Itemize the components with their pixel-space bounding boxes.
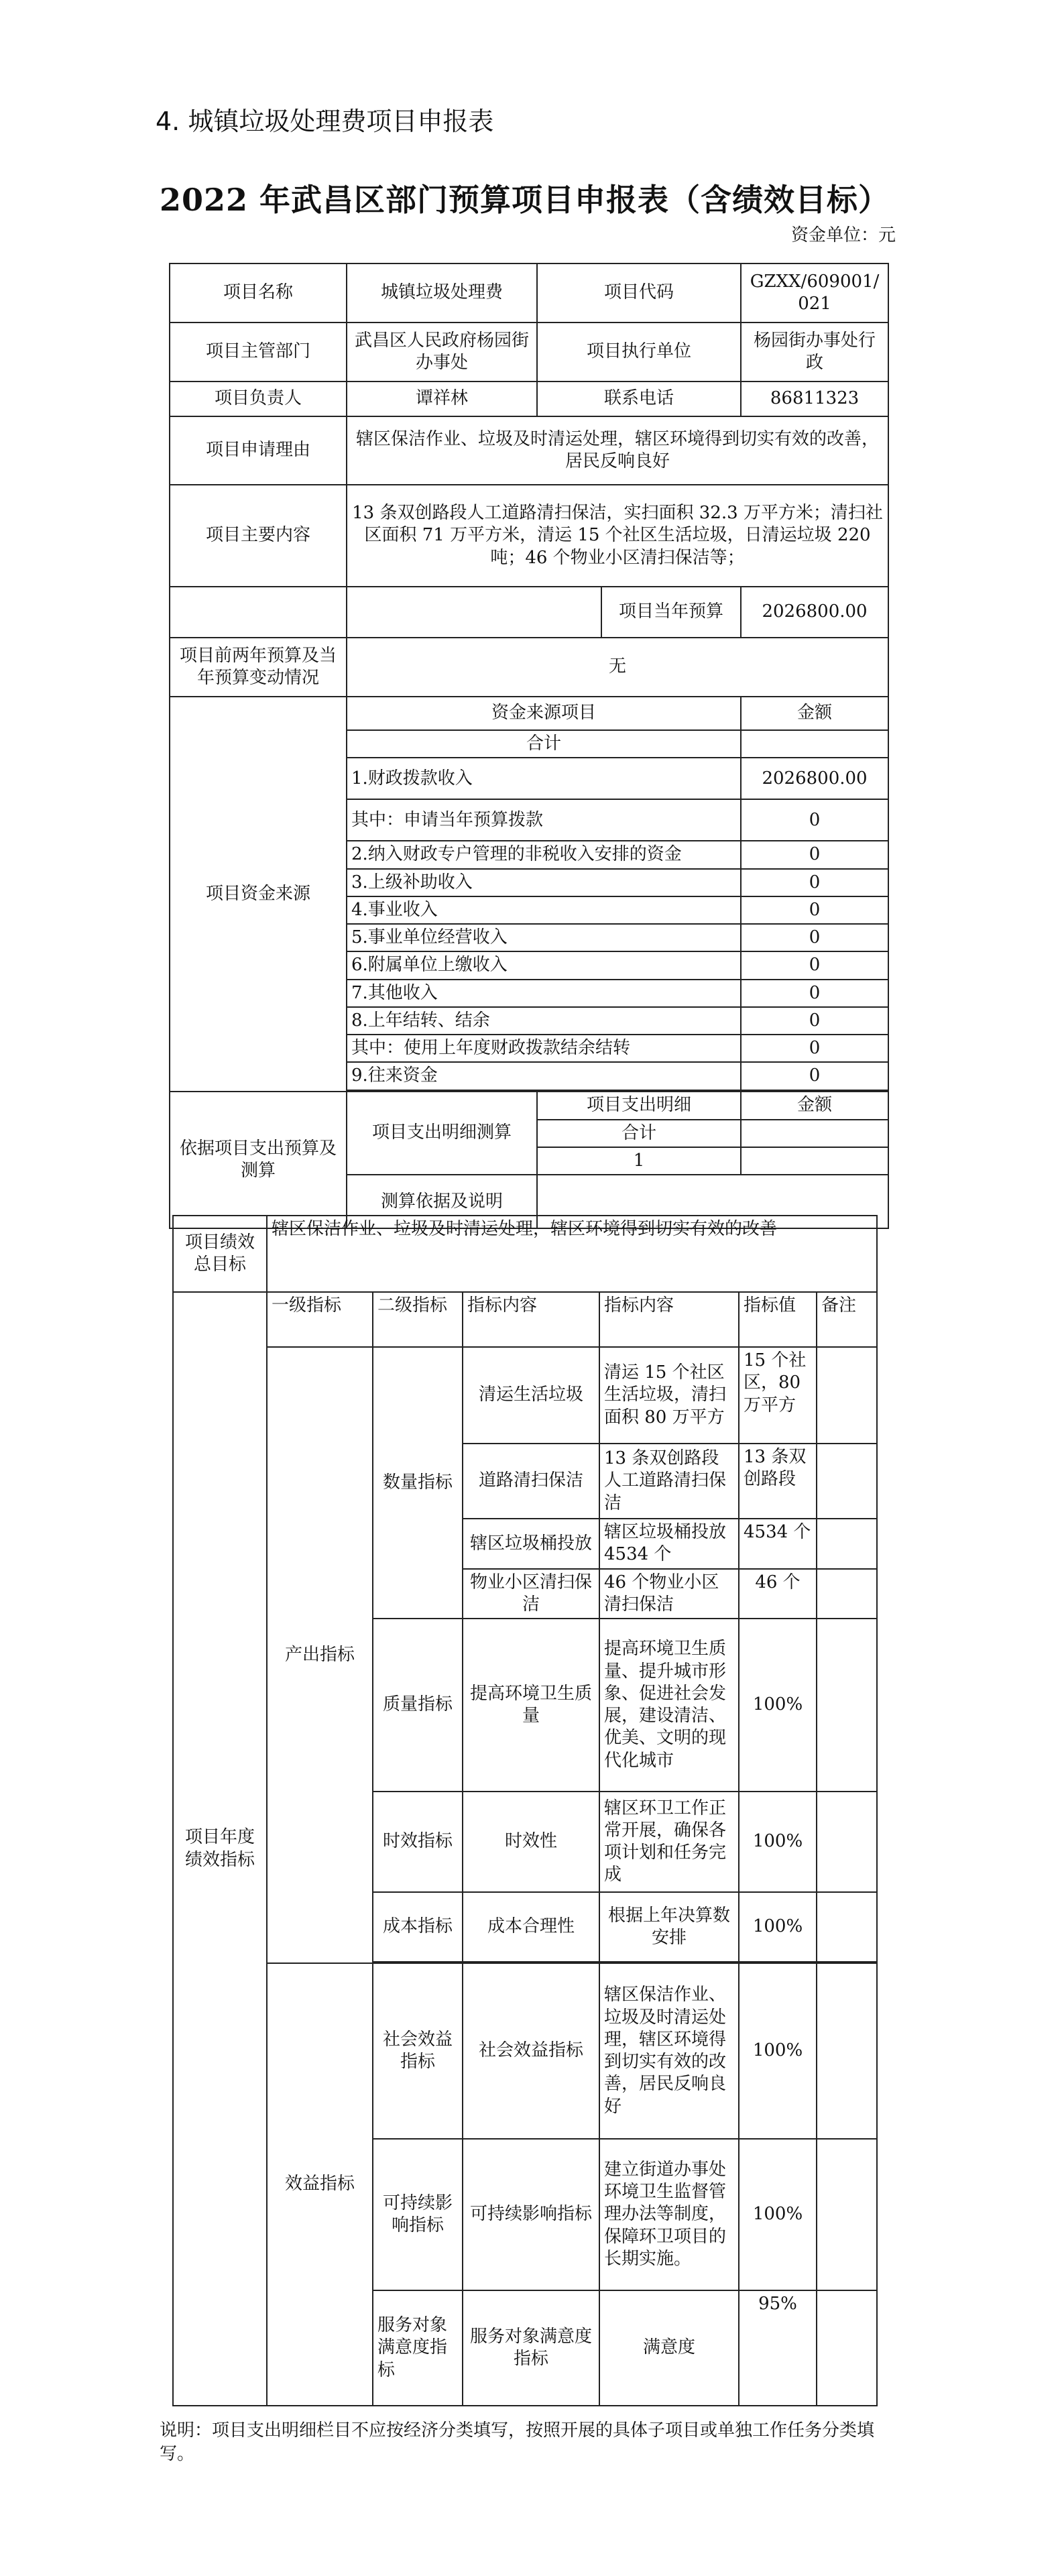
qty-value: 4534 个 [739, 1519, 817, 1569]
annual-indicators-label: 项目年度绩效指标 [173, 1292, 267, 2406]
funding-row: 其中：使用上年度财政拨款结余结转 [347, 1035, 741, 1062]
funding-row-amount: 0 [741, 1007, 888, 1035]
goal-value: 辖区保洁作业、垃圾及时清运处理，辖区环境得到切实有效的改善 [267, 1216, 877, 1292]
reason-value: 辖区保洁作业、垃圾及时清运处理，辖区环境得到切实有效的改善，居民反响良好 [347, 416, 888, 485]
funding-row: 9.往来资金 [347, 1062, 741, 1090]
hdr-level1: 一级指标 [267, 1292, 373, 1347]
expense-row-index: 1 [537, 1147, 741, 1175]
funding-row-amount: 0 [741, 869, 888, 896]
budget-value: 2026800.00 [741, 587, 888, 638]
funding-row-amount: 0 [741, 1035, 888, 1062]
satisfaction-item: 服务对象满意度指标 [463, 2290, 599, 2406]
funding-total-label: 合计 [347, 730, 741, 758]
social-value: 100% [739, 1963, 817, 2139]
qty-value: 15 个社区，80 万平方 [739, 1347, 817, 1444]
exec-unit-label: 项目执行单位 [537, 323, 741, 382]
social-label: 社会效益指标 [373, 1963, 463, 2139]
time-value: 100% [739, 1792, 817, 1892]
funding-row: 其中：申请当年预算拨款 [347, 799, 741, 841]
satisfaction-content: 满意度 [599, 2290, 739, 2406]
exec-unit-value: 杨园街办事处行政 [741, 323, 888, 382]
funding-row-amount: 0 [741, 1062, 888, 1090]
social-content: 辖区保洁作业、垃圾及时清运处理，辖区环境得到切实有效的改善，居民反响良好 [599, 1963, 739, 2139]
funding-row: 3.上级补助收入 [347, 869, 741, 896]
expense-total-label: 合计 [537, 1120, 741, 1147]
currency-unit: 资金单位：元 [791, 225, 896, 245]
cost-content: 根据上年决算数安排 [599, 1892, 739, 1962]
project-name-label: 项目名称 [170, 264, 347, 323]
reason-label: 项目申请理由 [170, 416, 347, 485]
satisfaction-value: 95% [739, 2290, 817, 2406]
owner-value: 谭祥林 [347, 382, 537, 416]
social-item: 社会效益指标 [463, 1963, 599, 2139]
hdr-level2: 二级指标 [373, 1292, 463, 1347]
cost-item: 成本合理性 [463, 1892, 599, 1962]
qty-content: 辖区垃圾桶投放 4534 个 [599, 1519, 739, 1569]
funding-row-amount: 0 [741, 841, 888, 868]
footnote: 说明：项目支出明细栏目不应按经济分类填写，按照开展的具体子项目或单独工作任务分类填写。 [160, 2420, 875, 2465]
qty-item: 道路清扫保洁 [463, 1444, 599, 1519]
funding-row-amount: 0 [741, 951, 888, 979]
phone-value: 86811323 [741, 382, 888, 416]
funding-row: 6.附属单位上缴收入 [347, 951, 741, 979]
expense-label: 依据项目支出预算及测算 [170, 1092, 347, 1229]
dept-label: 项目主管部门 [170, 323, 347, 382]
qty-item: 物业小区清扫保洁 [463, 1569, 599, 1619]
sustain-content: 建立街道办事处环境卫生监督管理办法等制度，保障环卫项目的长期实施。 [599, 2139, 739, 2290]
content-value: 13 条双创路段人工道路清扫保洁，实扫面积 32.3 万平方米；清扫社区面积 71 万平方米，清运 15 个社区生活垃圾，日清运垃圾 220 吨；46 个物业小区清扫保洁等； [347, 485, 888, 587]
sustain-item: 可持续影响指标 [463, 2139, 599, 2290]
prev-budget-label: 项目前两年预算及当年预算变动情况 [170, 638, 347, 697]
funding-amount-header: 金额 [741, 697, 888, 730]
project-name-value: 城镇垃圾处理费 [347, 264, 537, 323]
funding-row-amount: 0 [741, 896, 888, 924]
project-code-value: GZXX/609001/021 [741, 264, 888, 323]
qty-content: 清运 15 个社区生活垃圾，清扫面积 80 万平方 [599, 1347, 739, 1444]
qty-label: 数量指标 [373, 1347, 463, 1619]
funding-row-amount: 0 [741, 980, 888, 1007]
basis-label: 测算依据及说明 [347, 1175, 537, 1228]
section-heading: 4. 城镇垃圾处理费项目申报表 [156, 107, 494, 136]
hdr-content1: 指标内容 [463, 1292, 599, 1347]
funding-row: 2.纳入财政专户管理的非税收入安排的资金 [347, 841, 741, 868]
qty-value: 13 条双创路段 [739, 1444, 817, 1519]
quality-label: 质量指标 [373, 1619, 463, 1792]
funding-row-amount: 0 [741, 799, 888, 841]
expense-detail-header: 项目支出明细 [537, 1092, 741, 1120]
application-table [169, 263, 889, 1229]
qty-content: 13 条双创路段人工道路清扫保洁 [599, 1444, 739, 1519]
time-item: 时效性 [463, 1792, 599, 1892]
hdr-note: 备注 [817, 1292, 877, 1347]
budget-label: 项目当年预算 [601, 587, 741, 638]
goal-label: 项目绩效总目标 [173, 1216, 267, 1292]
qty-item: 辖区垃圾桶投放 [463, 1519, 599, 1569]
funding-row-amount: 2026800.00 [741, 758, 888, 799]
time-label: 时效指标 [373, 1792, 463, 1892]
quality-value: 100% [739, 1619, 817, 1792]
funding-row-amount: 0 [741, 924, 888, 951]
owner-label: 项目负责人 [170, 382, 347, 416]
sustain-value: 100% [739, 2139, 817, 2290]
funding-row: 5.事业单位经营收入 [347, 924, 741, 951]
dept-value: 武昌区人民政府杨园街办事处 [347, 323, 537, 382]
project-code-label: 项目代码 [537, 264, 741, 323]
quality-content: 提高环境卫生质量、提升城市形象、促进社会发展，建设清洁、优美、文明的现代化城市 [599, 1619, 739, 1792]
quality-item: 提高环境卫生质量 [463, 1619, 599, 1792]
time-content: 辖区环卫工作正常开展，确保各项计划和任务完成 [599, 1792, 739, 1892]
benefit-label: 效益指标 [267, 1963, 373, 2406]
prev-budget-value: 无 [347, 638, 888, 697]
hdr-value: 指标值 [739, 1292, 817, 1347]
expense-amount-header: 金额 [741, 1092, 888, 1120]
content-label: 项目主要内容 [170, 485, 347, 587]
qty-item: 清运生活垃圾 [463, 1347, 599, 1444]
expense-detail-label: 项目支出明细测算 [347, 1092, 537, 1175]
cost-value: 100% [739, 1892, 817, 1962]
satisfaction-label: 服务对象满意度指标 [373, 2290, 463, 2406]
hdr-content2: 指标内容 [599, 1292, 739, 1347]
page-title: 2022 年武昌区部门预算项目申报表（含绩效目标） [160, 182, 890, 218]
qty-value: 46 个 [739, 1569, 817, 1619]
funding-row: 8.上年结转、结余 [347, 1007, 741, 1035]
cost-label: 成本指标 [373, 1892, 463, 1962]
performance-table [172, 1215, 878, 2406]
funding-row: 4.事业收入 [347, 896, 741, 924]
phone-label: 联系电话 [537, 382, 741, 416]
funding-source-header: 资金来源项目 [347, 697, 741, 730]
funding-label: 项目资金来源 [170, 697, 347, 1092]
qty-content: 46 个物业小区清扫保洁 [599, 1569, 739, 1619]
sustain-label: 可持续影响指标 [373, 2139, 463, 2290]
funding-row: 1.财政拨款收入 [347, 758, 741, 799]
funding-row: 7.其他收入 [347, 980, 741, 1007]
output-label: 产出指标 [267, 1347, 373, 1963]
